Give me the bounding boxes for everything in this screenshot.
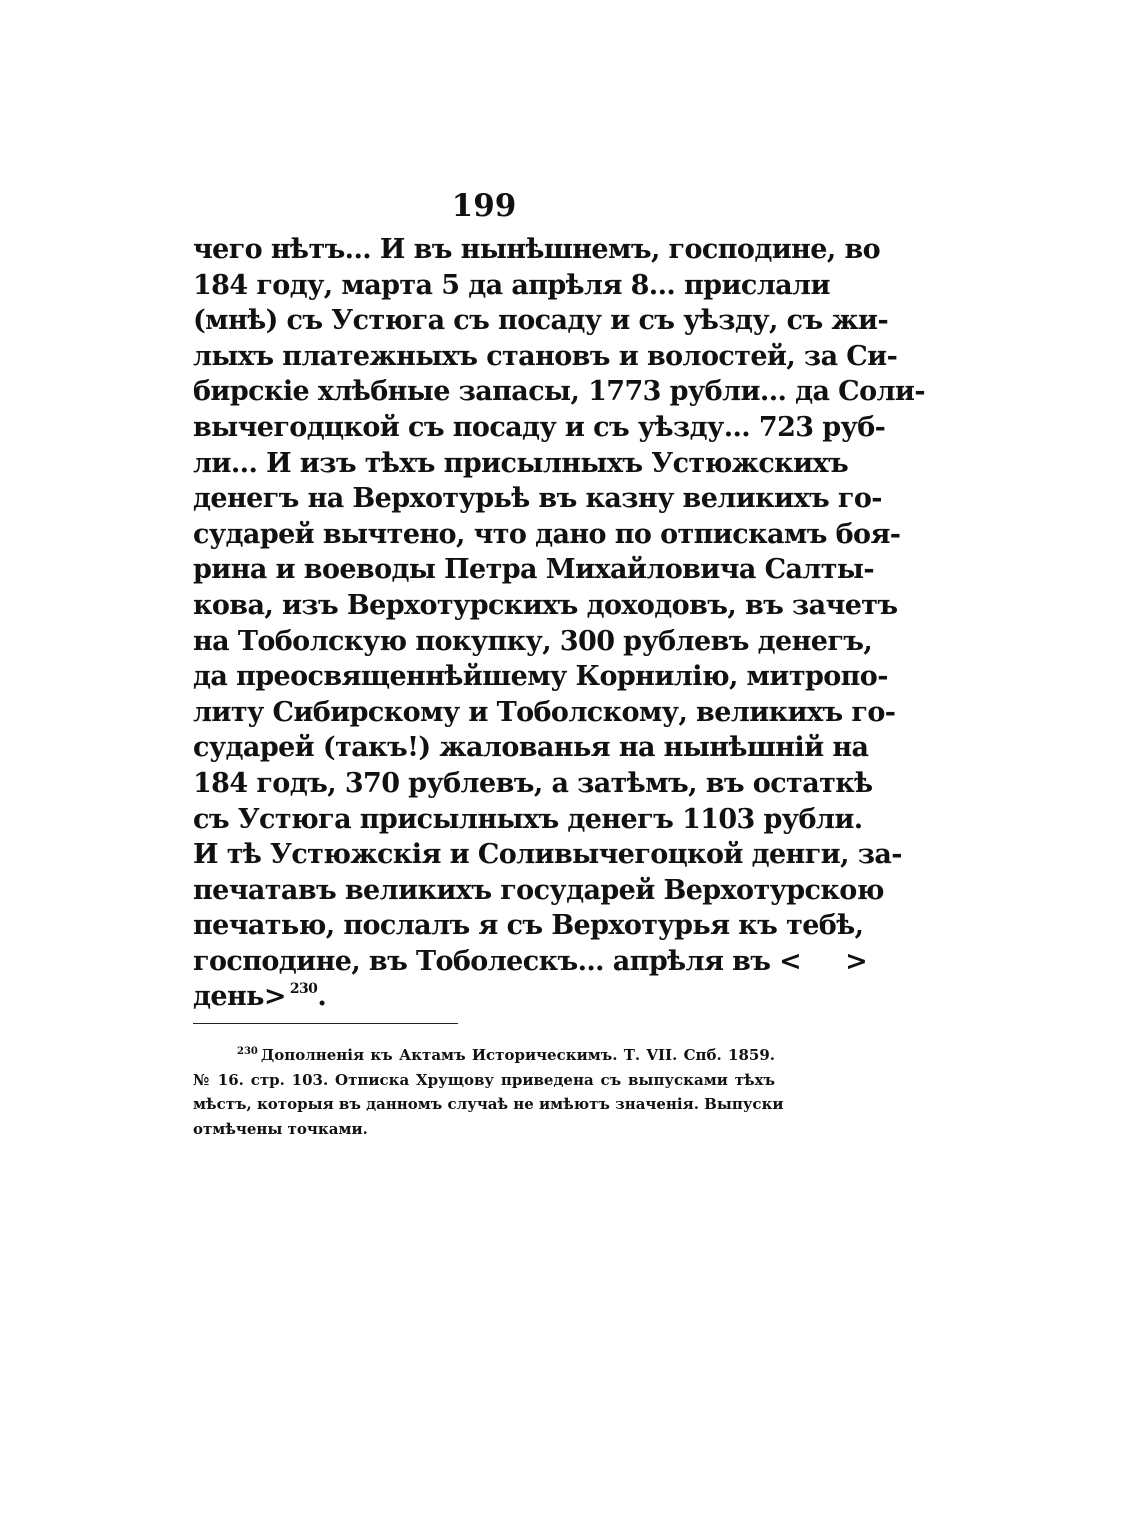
body-line: денегъ на Верхотурьѣ въ казну великихъ го- bbox=[193, 483, 882, 515]
body-line: печатавъ великихъ государей Верхотурскою bbox=[193, 874, 884, 906]
footnote-line: отмѣчены точками. bbox=[193, 1119, 368, 1138]
body-line-final-period: . bbox=[317, 981, 327, 1013]
body-line: (мнѣ) съ Устюга съ посаду и съ уѣзду, съ жи- bbox=[193, 305, 889, 337]
main-text bbox=[193, 232, 925, 1015]
body-line: вычегодцкой съ посаду и съ уѣзду... 723 руб- bbox=[193, 411, 886, 443]
footnote-separator bbox=[193, 1023, 458, 1024]
body-line-final bbox=[193, 979, 775, 1015]
body-line: 184 годъ, 370 рублевъ, а затѣмъ, въ остаткѣ bbox=[193, 767, 873, 799]
body-line: бирскіе хлѣбные запасы, 1773 рубли... да Соли- bbox=[193, 376, 925, 408]
footnote-line: мѣстъ, которыя въ данномъ случаѣ не имѣютъ значенія. Выпуски bbox=[193, 1095, 784, 1113]
body-line: да преосвященнѣйшему Корнилію, митропо- bbox=[193, 661, 888, 693]
body-line-final-text: день> bbox=[193, 981, 286, 1013]
footnote bbox=[193, 1043, 784, 1141]
footnote-line bbox=[193, 1043, 775, 1068]
body-line: сударей вычтено, что дано по отпискамъ боя- bbox=[193, 518, 901, 550]
body-line: И тѣ Устюжскія и Соливычегоцкой денги, за- bbox=[193, 839, 902, 871]
footnote-line: № 16. стр. 103. Отписка Хрущову приведена съ выпусками тѣхъ bbox=[193, 1070, 775, 1089]
body-line: литу Сибирскому и Тоболскому, великихъ го- bbox=[193, 696, 896, 728]
body-line: съ Устюга присылныхъ денегъ 1103 рубли. bbox=[193, 803, 863, 835]
body-line: лыхъ платежныхъ становъ и волостей, за Си- bbox=[193, 340, 898, 372]
body-line: 184 году, марта 5 да апрѣля 8... прислали bbox=[193, 269, 830, 301]
body-line: печатью, послалъ я съ Верхотурья къ тебѣ, bbox=[193, 910, 864, 942]
body-line: сударей (такъ!) жалованья на нынѣшній на bbox=[193, 732, 869, 764]
body-line: рина и воеводы Петра Михайловича Салты- bbox=[193, 554, 874, 586]
body-line: чего нѣтъ... И въ нынѣшнемъ, господине, во bbox=[193, 234, 881, 265]
body-line: ли... И изъ тѣхъ присылныхъ Устюжскихъ bbox=[193, 447, 849, 479]
footnote-reference[interactable]: 230 bbox=[289, 981, 318, 998]
body-line: на Тоболскую покупку, 300 рублевъ денегъ, bbox=[193, 625, 873, 657]
page-number: 199 bbox=[451, 188, 517, 224]
body-line: кова, изъ Верхотурскихъ доходовъ, въ зачетъ bbox=[193, 589, 898, 621]
footnote-line-text: Дополненія къ Актамъ Историческимъ. Т. VII. Спб. 1859. bbox=[260, 1046, 775, 1064]
body-line: господине, въ Тоболескъ... апрѣля въ < > bbox=[193, 945, 868, 977]
footnote-number: 230 bbox=[237, 1046, 258, 1057]
